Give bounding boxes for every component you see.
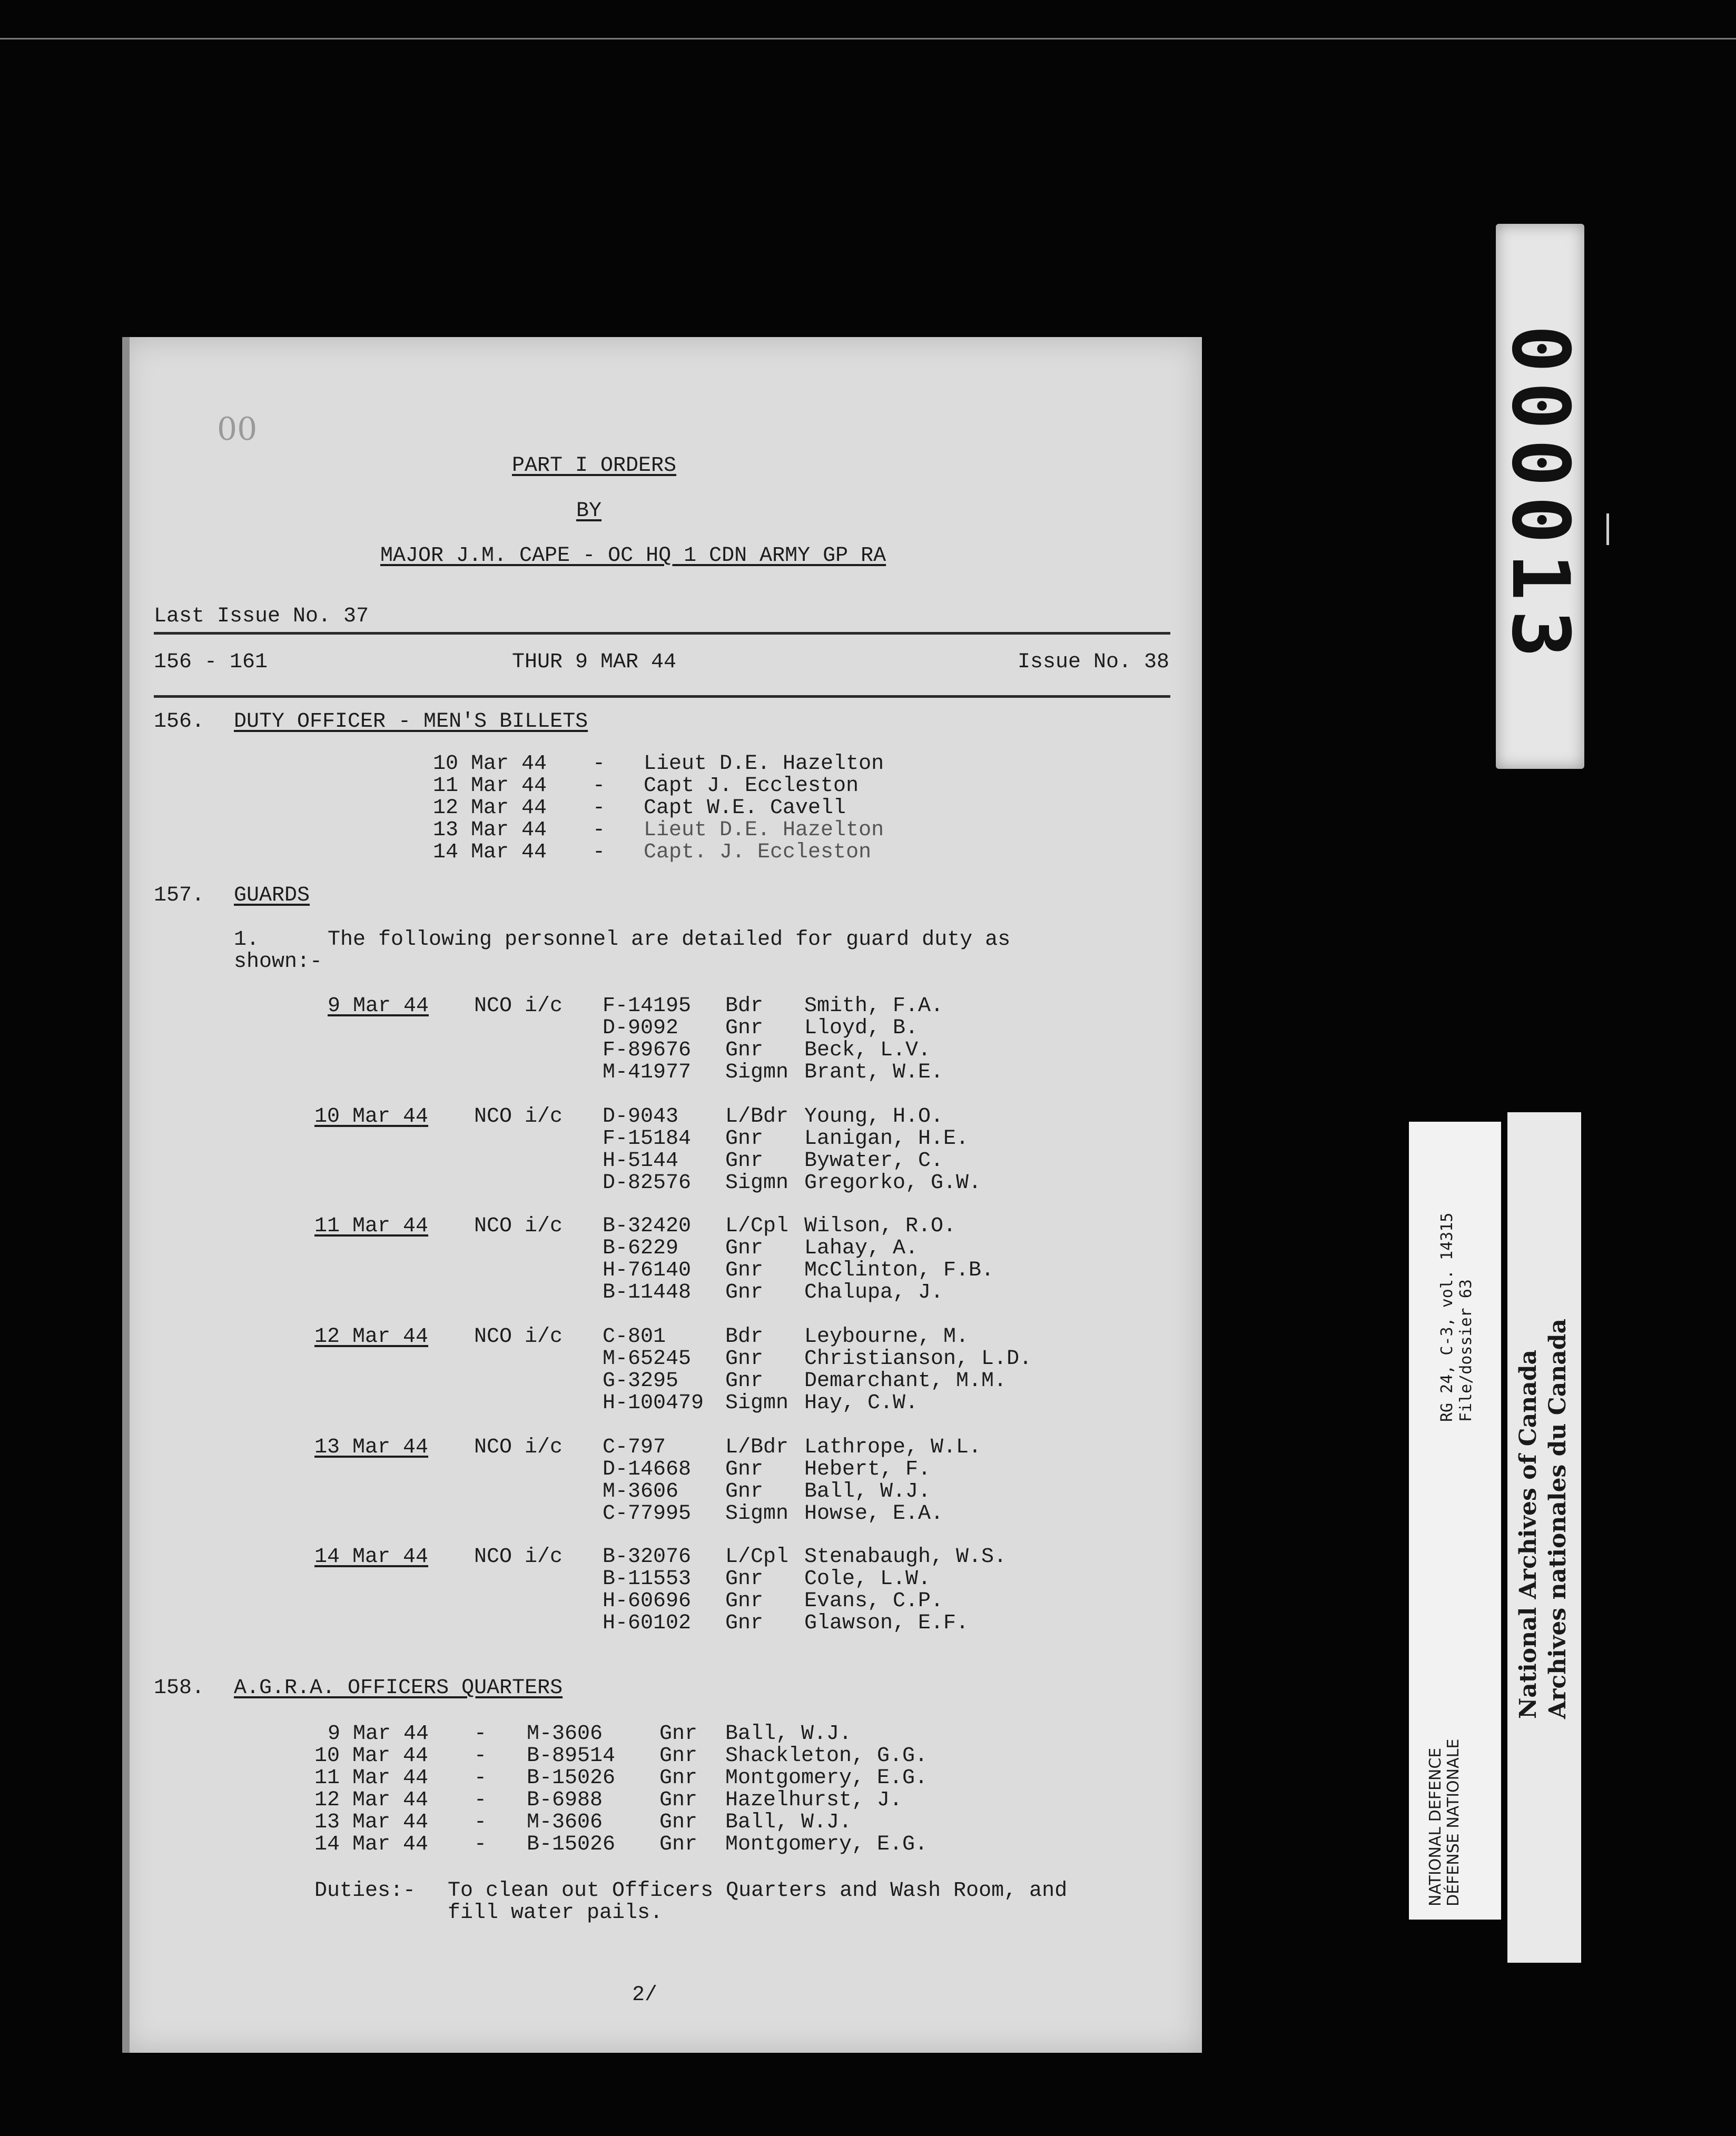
header-rule-bottom bbox=[154, 695, 1170, 698]
duty-officer: Capt W.E. Cavell bbox=[644, 796, 846, 820]
archives-canada-label bbox=[1507, 1112, 1581, 1963]
service-number: F-89676 bbox=[603, 1039, 692, 1062]
rank: L/Bdr bbox=[725, 1105, 789, 1129]
quarters-date: 10 Mar 44 bbox=[314, 1744, 429, 1768]
rank: Sigmn bbox=[725, 1502, 789, 1526]
issue-date: THUR 9 MAR 44 bbox=[512, 650, 677, 674]
duty-date: 14 Mar 44 bbox=[433, 840, 547, 864]
person-name: Christianson, L.D. bbox=[804, 1347, 1032, 1371]
rank: Gnr bbox=[725, 1281, 764, 1304]
person-name: Montgomery, E.G. bbox=[725, 1833, 928, 1856]
section-number: 156. bbox=[154, 710, 205, 734]
quarters-date: 12 Mar 44 bbox=[314, 1788, 429, 1812]
service-number: C-77995 bbox=[603, 1502, 692, 1526]
service-number: G-3295 bbox=[603, 1369, 679, 1393]
service-number: M-3606 bbox=[527, 1722, 603, 1746]
file-reference: File/dossier 63 bbox=[1457, 1279, 1475, 1422]
person-name: Ball, W.J. bbox=[804, 1480, 931, 1504]
rank: Bdr bbox=[725, 994, 764, 1018]
rank: Gnr bbox=[659, 1766, 698, 1790]
rank: Gnr bbox=[725, 1149, 764, 1173]
person-name: Smith, F.A. bbox=[804, 994, 944, 1018]
quarters-dash: - bbox=[474, 1744, 487, 1768]
frame-number: 000013 bbox=[1494, 325, 1586, 667]
rank: Gnr bbox=[659, 1788, 698, 1812]
duty-dash: - bbox=[593, 818, 606, 842]
person-name: Gregorko, G.W. bbox=[804, 1171, 982, 1195]
guard-date: 9 Mar 44 bbox=[328, 994, 429, 1018]
film-tick bbox=[1606, 513, 1609, 545]
service-number: C-797 bbox=[603, 1436, 666, 1459]
duty-dash: - bbox=[593, 840, 606, 864]
archives-name-en: National Archives of Canada bbox=[1515, 1349, 1542, 1719]
service-number: M-41977 bbox=[603, 1061, 692, 1084]
duty-date: 12 Mar 44 bbox=[433, 796, 547, 820]
rank: Gnr bbox=[659, 1811, 698, 1834]
duties-text: To clean out Officers Quarters and Wash Room, and bbox=[448, 1879, 1068, 1903]
rank: Gnr bbox=[725, 1237, 764, 1260]
section-heading: A.G.R.A. OFFICERS QUARTERS bbox=[234, 1676, 563, 1700]
service-number: H-60696 bbox=[603, 1589, 692, 1613]
rank: L/Cpl bbox=[725, 1545, 789, 1569]
section-heading: DUTY OFFICER - MEN'S BILLETS bbox=[234, 710, 588, 734]
rank: Gnr bbox=[725, 1458, 764, 1481]
rank: Gnr bbox=[725, 1480, 764, 1504]
person-name: Hay, C.W. bbox=[804, 1391, 919, 1415]
duty-date: 11 Mar 44 bbox=[433, 774, 547, 798]
quarters-dash: - bbox=[474, 1788, 487, 1812]
person-name: Lahay, A. bbox=[804, 1237, 919, 1260]
duties-label: Duties:- bbox=[314, 1879, 416, 1903]
page-edge bbox=[122, 337, 130, 2053]
person-name: Lloyd, B. bbox=[804, 1016, 919, 1040]
rank: Gnr bbox=[725, 1589, 764, 1613]
archive-reference: RG 24, C-3, vol. 14315 bbox=[1438, 1212, 1456, 1422]
quarters-date: 11 Mar 44 bbox=[314, 1766, 429, 1790]
duty-dash: - bbox=[593, 774, 606, 798]
quarters-date: 14 Mar 44 bbox=[314, 1833, 429, 1856]
guard-date: 14 Mar 44 bbox=[314, 1545, 429, 1569]
duty-date: 10 Mar 44 bbox=[433, 752, 547, 776]
person-name: Leybourne, M. bbox=[804, 1325, 969, 1349]
service-number: F-15184 bbox=[603, 1127, 692, 1151]
archives-name-fr: Archives nationales du Canada bbox=[1544, 1318, 1571, 1719]
issue-number: Issue No. 38 bbox=[1018, 650, 1170, 674]
guard-date: 10 Mar 44 bbox=[314, 1105, 429, 1129]
person-name: Montgomery, E.G. bbox=[725, 1766, 928, 1790]
document-issuer: MAJOR J.M. CAPE - OC HQ 1 CDN ARMY GP RA bbox=[380, 544, 886, 568]
person-name: Ball, W.J. bbox=[725, 1811, 852, 1834]
duties-text: fill water pails. bbox=[448, 1901, 663, 1925]
guard-role: NCO i/c bbox=[474, 1545, 563, 1569]
duty-officer: Lieut D.E. Hazelton bbox=[644, 752, 884, 776]
frame-number-strip bbox=[1496, 224, 1584, 769]
person-name: Hebert, F. bbox=[804, 1458, 931, 1481]
intro-number: 1. bbox=[234, 928, 260, 952]
service-number: B-15026 bbox=[527, 1833, 616, 1856]
rank: Gnr bbox=[725, 1016, 764, 1040]
person-name: Demarchant, M.M. bbox=[804, 1369, 1007, 1393]
document-title: PART I ORDERS bbox=[512, 454, 677, 478]
document-by: BY bbox=[576, 499, 602, 523]
service-number: D-82576 bbox=[603, 1171, 692, 1195]
page-continuation: 2/ bbox=[632, 1983, 658, 2007]
guard-role: NCO i/c bbox=[474, 1436, 563, 1459]
person-name: Evans, C.P. bbox=[804, 1589, 944, 1613]
service-number: D-14668 bbox=[603, 1458, 692, 1481]
section-number: 157. bbox=[154, 884, 205, 907]
service-number: H-76140 bbox=[603, 1259, 692, 1282]
service-number: B-32076 bbox=[603, 1545, 692, 1569]
rank: Gnr bbox=[659, 1744, 698, 1768]
rank: Bdr bbox=[725, 1325, 764, 1349]
service-number: B-11448 bbox=[603, 1281, 692, 1304]
person-name: Cole, L.W. bbox=[804, 1567, 931, 1591]
person-name: Brant, W.E. bbox=[804, 1061, 944, 1084]
quarters-date: 13 Mar 44 bbox=[314, 1811, 429, 1834]
rank: Sigmn bbox=[725, 1061, 789, 1084]
guard-role: NCO i/c bbox=[474, 1214, 563, 1238]
section-heading: GUARDS bbox=[234, 884, 310, 907]
person-name: Lanigan, H.E. bbox=[804, 1127, 969, 1151]
guard-date: 13 Mar 44 bbox=[314, 1436, 429, 1459]
rank: Gnr bbox=[725, 1127, 764, 1151]
section-number: 158. bbox=[154, 1676, 205, 1700]
rank: L/Bdr bbox=[725, 1436, 789, 1459]
rank: Gnr bbox=[725, 1369, 764, 1393]
service-number: M-3606 bbox=[527, 1811, 603, 1834]
service-number: B-32420 bbox=[603, 1214, 692, 1238]
rank: Gnr bbox=[725, 1039, 764, 1062]
duty-dash: - bbox=[593, 752, 606, 776]
duty-dash: - bbox=[593, 796, 606, 820]
service-number: M-3606 bbox=[603, 1480, 679, 1504]
rank: Gnr bbox=[725, 1259, 764, 1282]
archive-reference-label bbox=[1409, 1122, 1501, 1920]
rank: Sigmn bbox=[725, 1171, 789, 1195]
person-name: Wilson, R.O. bbox=[804, 1214, 956, 1238]
quarters-dash: - bbox=[474, 1766, 487, 1790]
person-name: Lathrope, W.L. bbox=[804, 1436, 982, 1459]
person-name: Beck, L.V. bbox=[804, 1039, 931, 1062]
person-name: Young, H.O. bbox=[804, 1105, 944, 1129]
service-number: B-6229 bbox=[603, 1237, 679, 1260]
person-name: Stenabaugh, W.S. bbox=[804, 1545, 1007, 1569]
rank: Gnr bbox=[725, 1611, 764, 1635]
intro-text: shown:- bbox=[234, 950, 323, 974]
department-fr: DÉFENSE NATIONALE bbox=[1444, 1738, 1463, 1906]
service-number: F-14195 bbox=[603, 994, 692, 1018]
service-number: H-100479 bbox=[603, 1391, 704, 1415]
person-name: Shackleton, G.G. bbox=[725, 1744, 928, 1768]
service-number: B-11553 bbox=[603, 1567, 692, 1591]
document-page bbox=[122, 337, 1202, 2053]
person-name: Howse, E.A. bbox=[804, 1502, 944, 1526]
duty-officer: Capt J. Eccleston bbox=[644, 774, 859, 798]
person-name: Chalupa, J. bbox=[804, 1281, 944, 1304]
guard-role: NCO i/c bbox=[474, 1105, 563, 1129]
service-number: D-9043 bbox=[603, 1105, 679, 1129]
rank: L/Cpl bbox=[725, 1214, 789, 1238]
service-number: D-9092 bbox=[603, 1016, 679, 1040]
department-en: NATIONAL DEFENCE bbox=[1426, 1747, 1445, 1906]
quarters-dash: - bbox=[474, 1722, 487, 1746]
rank: Gnr bbox=[659, 1833, 698, 1856]
guard-role: NCO i/c bbox=[474, 994, 563, 1018]
person-name: Glawson, E.F. bbox=[804, 1611, 969, 1635]
guard-date: 11 Mar 44 bbox=[314, 1214, 429, 1238]
service-number: H-5144 bbox=[603, 1149, 679, 1173]
header-rule-top bbox=[154, 632, 1170, 635]
person-name: Bywater, C. bbox=[804, 1149, 944, 1173]
quarters-date: 9 Mar 44 bbox=[328, 1722, 429, 1746]
service-number: B-6988 bbox=[527, 1788, 603, 1812]
quarters-dash: - bbox=[474, 1811, 487, 1834]
person-name: Ball, W.J. bbox=[725, 1722, 852, 1746]
rank: Gnr bbox=[659, 1722, 698, 1746]
rank: Sigmn bbox=[725, 1391, 789, 1415]
pencil-mark: 00 bbox=[217, 411, 258, 448]
film-edge-line bbox=[0, 38, 1736, 39]
service-number: M-65245 bbox=[603, 1347, 692, 1371]
guard-role: NCO i/c bbox=[474, 1325, 563, 1349]
service-number: B-15026 bbox=[527, 1766, 616, 1790]
person-name: Hazelhurst, J. bbox=[725, 1788, 903, 1812]
duty-date: 13 Mar 44 bbox=[433, 818, 547, 842]
guard-date: 12 Mar 44 bbox=[314, 1325, 429, 1349]
service-number: C-801 bbox=[603, 1325, 666, 1349]
person-name: McClinton, F.B. bbox=[804, 1259, 994, 1282]
para-range: 156 - 161 bbox=[154, 650, 268, 674]
service-number: B-89514 bbox=[527, 1744, 616, 1768]
last-issue: Last Issue No. 37 bbox=[154, 605, 369, 628]
rank: Gnr bbox=[725, 1567, 764, 1591]
service-number: H-60102 bbox=[603, 1611, 692, 1635]
duty-officer: Capt. J. Eccleston bbox=[644, 840, 872, 864]
intro-text: The following personnel are detailed for guard duty as bbox=[328, 928, 1011, 952]
duty-officer: Lieut D.E. Hazelton bbox=[644, 818, 884, 842]
rank: Gnr bbox=[725, 1347, 764, 1371]
quarters-dash: - bbox=[474, 1833, 487, 1856]
